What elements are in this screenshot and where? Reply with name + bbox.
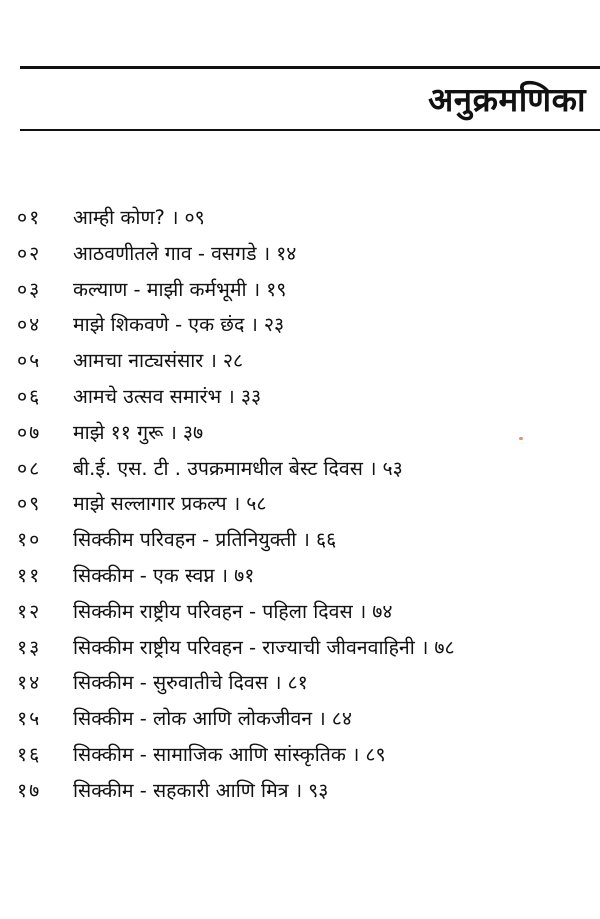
chapter-number: ०६: [17, 384, 42, 408]
page-number: २३: [263, 313, 285, 337]
toc-entry: [17, 773, 597, 809]
paper-speck: [519, 437, 523, 440]
chapter-title: सिक्कीम - एक स्वप्न ।: [73, 563, 229, 587]
chapter-title: कल्याण - माझी कर्मभूमी ।: [73, 277, 261, 301]
toc-entry: [17, 594, 597, 630]
chapter-title: बी.ई. एस. टी . उपक्रमामधील बेस्ट दिवस ।: [73, 456, 377, 480]
toc-entry: [17, 307, 597, 343]
chapter-number: ०५: [17, 349, 42, 373]
chapter-title: माझे ११ गुरू ।: [73, 420, 177, 444]
toc-entry: [17, 630, 597, 666]
toc-entry: [17, 701, 597, 737]
page-number: १४: [276, 241, 297, 265]
chapter-title: माझे सल्लागार प्रकल्प ।: [73, 492, 241, 516]
chapter-title: आम्ही कोण? ।: [73, 206, 179, 229]
chapter-number: १३: [17, 635, 42, 659]
chapter-number: ०७: [17, 420, 42, 444]
heading-top-rule: [20, 66, 600, 69]
chapter-number: १५: [17, 707, 42, 731]
toc-entry: [17, 665, 597, 701]
toc-entry: [17, 200, 597, 236]
toc-entry: [17, 343, 597, 379]
page-number: २८: [222, 349, 244, 373]
chapter-title: सिक्कीम परिवहन - प्रतिनियुक्ती ।: [73, 528, 310, 552]
chapter-title: सिक्कीम - सहकारी आणि मित्र ।: [73, 778, 303, 802]
toc-entry: [17, 415, 597, 451]
toc-entry: [17, 486, 597, 522]
page-number: ०९: [184, 206, 205, 229]
page-number: ५८: [246, 492, 267, 516]
page-number: ८१: [287, 671, 308, 695]
chapter-title: सिक्कीम राष्ट्रीय परिवहन - राज्याची जीवनवाहिनी ।: [73, 635, 429, 659]
chapter-number: १४: [17, 671, 42, 695]
chapter-number: ०४: [17, 313, 42, 337]
page-title: अनुक्रमणिका: [428, 80, 586, 119]
toc-entry: [17, 451, 597, 487]
page-number: ३७: [182, 420, 204, 444]
toc-entry: [17, 737, 597, 773]
page-number: ७४: [372, 599, 393, 623]
table-of-contents: [17, 200, 597, 809]
chapter-number: १२: [17, 599, 42, 623]
chapter-number: १०: [17, 528, 42, 552]
chapter-title: आमचे उत्सव समारंभ ।: [73, 384, 235, 408]
toc-entry: [17, 236, 597, 272]
toc-entry: [17, 379, 597, 415]
chapter-number: ०९: [17, 492, 42, 516]
chapter-number: ०१: [17, 206, 42, 229]
page-number: ७८: [434, 635, 455, 659]
page-number: ९३: [308, 778, 329, 802]
chapter-number: ०८: [17, 456, 42, 480]
chapter-title: माझे शिकवणे - एक छंद ।: [73, 313, 258, 337]
page-number: ८९: [365, 742, 386, 766]
page-number: ८४: [331, 707, 353, 731]
page-number: १९: [266, 277, 287, 301]
page-number: ५३: [382, 456, 403, 480]
toc-entry: [17, 272, 597, 308]
chapter-number: ०३: [17, 277, 42, 301]
toc-entry: [17, 558, 597, 594]
chapter-title: सिक्कीम राष्ट्रीय परिवहन - पहिला दिवस ।: [73, 599, 367, 623]
page-number: ६६: [315, 528, 337, 552]
page-number: ७१: [234, 563, 255, 587]
chapter-number: १७: [17, 778, 42, 802]
chapter-title: सिक्कीम - सुरुवातीचे दिवस ।: [73, 671, 282, 695]
toc-entry: [17, 522, 597, 558]
chapter-number: १६: [17, 742, 42, 766]
chapter-title: सिक्कीम - सामाजिक आणि सांस्कृतिक ।: [73, 742, 360, 766]
chapter-title: सिक्कीम - लोक आणि लोकजीवन ।: [73, 707, 326, 731]
page-number: ३३: [240, 384, 262, 408]
chapter-title: आठवणीतले गाव - वसगडे ।: [73, 241, 271, 265]
chapter-number: ११: [17, 563, 42, 587]
chapter-title: आमचा नाट्यसंसार ।: [73, 349, 217, 373]
chapter-number: ०२: [17, 241, 42, 265]
heading-bottom-rule: [20, 129, 600, 131]
